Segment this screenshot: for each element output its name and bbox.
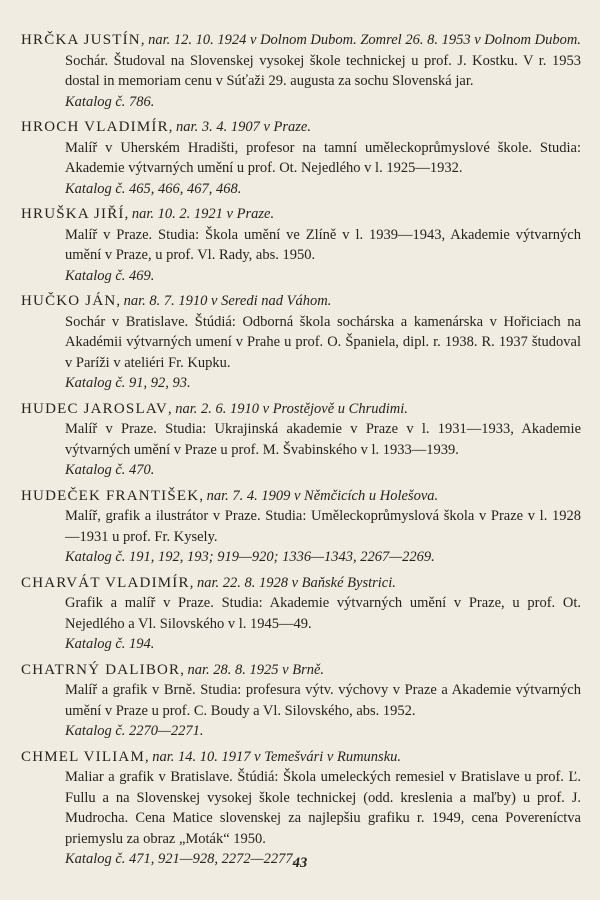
catalog-reference: Katalog č. 786.	[65, 93, 155, 110]
entry-body	[21, 312, 581, 394]
artist-entry	[21, 573, 581, 655]
artist-name: HRUŠKA JIŘÍ	[21, 206, 125, 222]
entry-body	[21, 506, 581, 568]
entry-description: Sochár v Bratislave. Štúdiá: Odborná škola sochárska a kamenárska v Hořiciach na Akadémii výtvarných umení v Prahe u prof. O. Španiela, dipl. r. 1938. R. 1937 študoval v Paríži v ateliéri Fr. Kupku.	[65, 313, 581, 371]
entry-heading: CHATRNÝ DALIBOR, nar. 28. 8. 1925 v Brně.	[21, 661, 325, 678]
birth-info: nar. 22. 8. 1928 v Baňské Bystrici.	[196, 574, 396, 591]
entry-description: Sochár. Študoval na Slovenskej vysokej škole technickej u prof. J. Kostku. V r. 1953 dostal in memoriam cenu v Súťaži 29. augusta za sochu Slovenská jar.	[65, 52, 581, 89]
artist-name: HUDEC JAROSLAV	[21, 400, 168, 417]
birth-info: nar. 28. 8. 1925 v Brně.	[187, 661, 325, 678]
entry-heading: CHMEL VILIAM, nar. 14. 10. 1917 v Temešvári v Rumunsku.	[21, 748, 401, 765]
artist-entry	[21, 204, 581, 286]
artist-name: HUDEČEK FRANTIŠEK	[21, 487, 200, 504]
artist-name: CHMEL VILIAM	[21, 748, 145, 765]
artist-name: HRČKA JUSTÍN	[21, 32, 141, 48]
birth-info: nar. 10. 2. 1921 v Praze.	[131, 206, 275, 222]
catalog-reference: Katalog č. 194.	[65, 636, 155, 652]
birth-info: nar. 14. 10. 1917 v Temešvári v Rumunsku.	[152, 748, 401, 765]
artist-entry	[21, 30, 581, 112]
artist-entry	[21, 486, 581, 568]
artist-entry	[21, 747, 581, 870]
entry-body	[21, 593, 581, 655]
artist-entry	[21, 399, 581, 481]
catalog-reference: Katalog č. 2270—2271.	[65, 723, 204, 739]
entry-description: Malíř, grafik a ilustrátor v Praze. Studia: Uměleckoprůmyslová škola v Praze v l. 1928—1931 u prof. Fr. Kysely.	[65, 508, 581, 545]
entry-description: Malíř v Uherském Hradišti, profesor na tamní uměleckoprůmyslové škole. Studia: Akademie výtvarných umění u prof. Ot. Nejedlého v l. 1925—1932.	[65, 139, 581, 176]
birth-info: nar. 3. 4. 1907 v Praze.	[176, 119, 311, 135]
catalog-reference: Katalog č. 465, 466, 467, 468.	[65, 180, 242, 197]
catalog-reference: Katalog č. 470.	[65, 462, 155, 478]
artist-entry	[21, 660, 581, 742]
artist-entry	[21, 117, 581, 199]
artist-name: HUČKO JÁN	[21, 293, 117, 309]
birth-info: nar. 7. 4. 1909 v Němčicích u Holešova.	[206, 487, 439, 504]
birth-info: nar. 8. 7. 1910 v Seredi nad Váhom.	[123, 293, 332, 309]
entry-body	[21, 138, 581, 200]
catalog-reference: Katalog č. 469.	[65, 267, 155, 284]
entry-heading: HUDEC JAROSLAV, nar. 2. 6. 1910 v Prostějově u Chrudimi.	[21, 400, 408, 417]
entry-heading: HRČKA JUSTÍN, nar. 12. 10. 1924 v Dolnom Dubom. Zomrel 26. 8. 1953 v Dolnom Dubom.	[21, 32, 581, 48]
entry-heading: HRUŠKA JIŘÍ, nar. 10. 2. 1921 v Praze.	[21, 206, 275, 222]
entry-body	[21, 51, 581, 113]
entry-description: Malíř a grafik v Brně. Studia: profesura výtv. výchovy v Praze a Akademie výtvarných umění v Praze u prof. C. Boudy a Vl. Silovského, abs. 1952.	[65, 682, 581, 719]
entry-description: Malíř v Praze. Studia: Ukrajinská akademie v Praze v l. 1931—1933, Akademie výtvarných umění v Praze u prof. M. Švabinského v l. 1933—1939.	[65, 421, 581, 458]
birth-info: nar. 12. 10. 1924 v Dolnom Dubom. Zomrel 26. 8. 1953 v Dolnom Dubom.	[148, 32, 581, 48]
entry-heading: CHARVÁT VLADIMÍR, nar. 22. 8. 1928 v Baňské Bystrici.	[21, 574, 396, 591]
entry-description: Grafik a malíř v Praze. Studia: Akademie výtvarných umění v Praze, u prof. Ot. Nejedlého a Vl. Silovského v l. 1945—49.	[65, 595, 581, 632]
entry-body	[21, 680, 581, 742]
birth-info: nar. 2. 6. 1910 v Prostějově u Chrudimi.	[175, 400, 408, 417]
entry-heading: HUČKO JÁN, nar. 8. 7. 1910 v Seredi nad Váhom.	[21, 293, 332, 309]
entry-description: Maliar a grafik v Bratislave. Štúdiá: Škola umeleckých remesiel v Bratislave u prof. Ľ. Fullu a na Slovenskej vysokej škole technickej (odd. kreslenia a maľby) u prof. J. Mudrocha. Cena Matice slovenskej za najlepšiu grafiku r. 1949, cena Povereníctva priemyslu za obraz „Moták“ 1950.	[65, 769, 581, 847]
entry-body	[21, 225, 581, 287]
artist-entries	[21, 30, 581, 875]
entry-body	[21, 419, 581, 481]
entry-description: Malíř v Praze. Studia: Škola umění ve Zlíně v l. 1939—1943, Akademie výtvarných umění v Praze, u prof. Vl. Rady, abs. 1950.	[65, 226, 581, 263]
catalog-reference: Katalog č. 471, 921—928, 2272—2277.	[65, 851, 297, 867]
catalog-reference: Katalog č. 191, 192, 193; 919—920; 1336—1343, 2267—2269.	[65, 549, 435, 565]
artist-name: CHARVÁT VLADIMÍR	[21, 574, 190, 591]
entry-heading: HROCH VLADIMÍR, nar. 3. 4. 1907 v Praze.	[21, 119, 311, 135]
entry-heading: HUDEČEK FRANTIŠEK, nar. 7. 4. 1909 v Němčicích u Holešova.	[21, 487, 439, 504]
artist-entry	[21, 291, 581, 394]
artist-name: HROCH VLADIMÍR	[21, 119, 169, 135]
catalog-reference: Katalog č. 91, 92, 93.	[65, 375, 191, 391]
page-number: 43	[292, 855, 308, 871]
artist-name: CHATRNÝ DALIBOR	[21, 661, 181, 678]
